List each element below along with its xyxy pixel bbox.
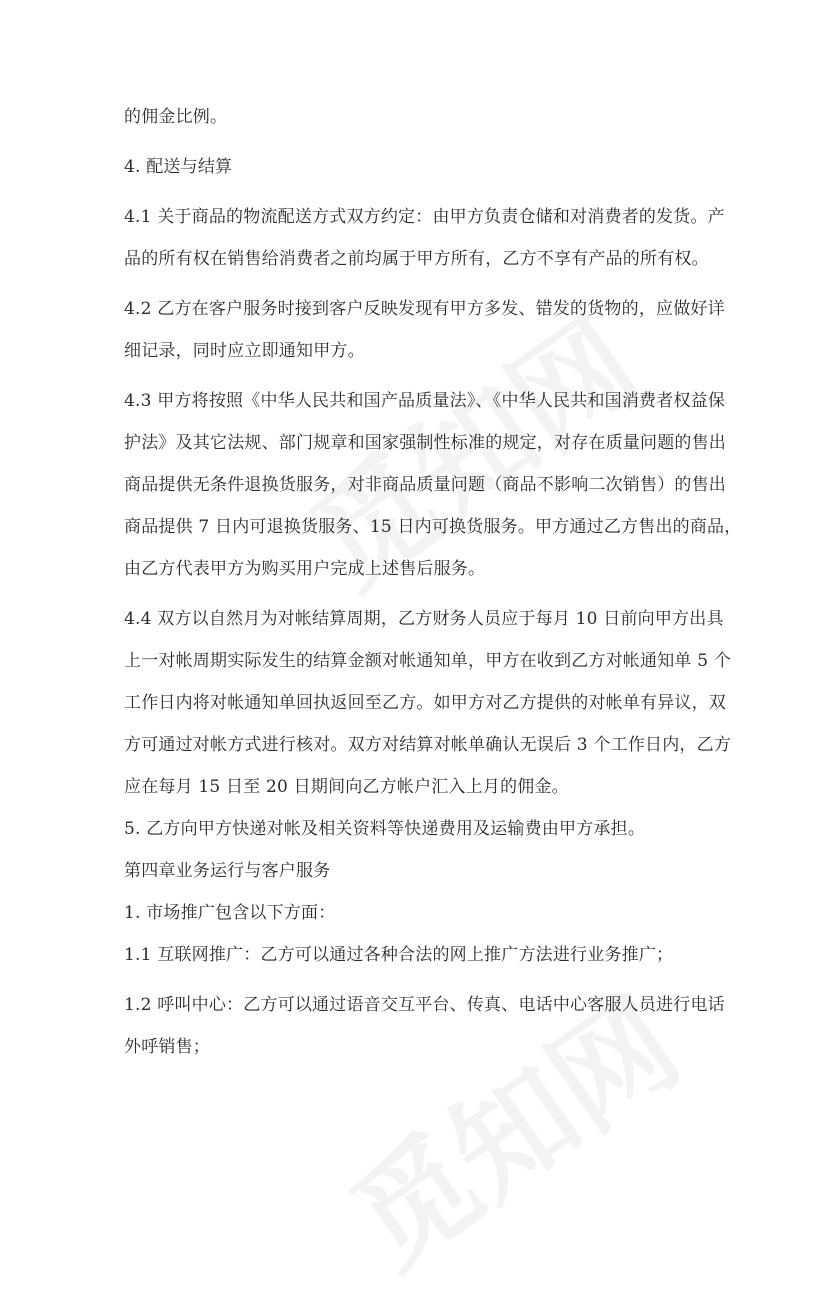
text-line: 外呼销售； [124,1037,210,1057]
section-heading: 4. 配送与结算 [124,157,233,177]
text-line: 品的所有权在销售给消费者之前均属于甲方所有，乙方不享有产品的所有权。 [124,249,709,269]
chapter-heading: 第四章业务运行与客户服务 [124,861,331,881]
text-line: 4.2 乙方在客户服务时接到客户反映发现有甲方多发、错发的货物的，应做好详 [124,299,725,319]
text-line: 护法》及其它法规、部门规章和国家强制性标准的规定，对存在质量问题的售出 [124,433,726,453]
text-line: 4.3 甲方将按照《中华人民共和国产品质量法》、《中华人民共和国消费者权益保 [124,391,726,411]
text-line: 1.2 呼叫中心：乙方可以通过语音交互平台、传真、电话中心客服人员进行电话 [124,995,725,1015]
text-line: 4.4 双方以自然月为对帐结算周期，乙方财务人员应于每月 10 日前向甲方出具 [124,609,724,629]
text-line: 方可通过对帐方式进行核对。双方对结算对帐单确认无误后 3 个工作日内，乙方 [124,735,732,755]
text-line: 应在每月 15 日至 20 日期间向乙方帐户汇入上月的佣金。 [124,777,569,797]
text-line: 商品提供无条件退换货服务，对非商品质量问题（商品不影响二次销售）的售出 [124,475,726,495]
text-line: 商品提供 7 日内可退换货服务、15 日内可换货服务。甲方通过乙方售出的商品， [124,517,742,537]
section-heading: 1. 市场推广包含以下方面： [124,903,336,923]
text-line: 的佣金比例。 [124,107,228,127]
text-line: 上一对帐周期实际发生的结算金额对帐通知单，甲方在收到乙方对帐通知单 5 个 [124,651,732,671]
section-heading: 5. 乙方向甲方快递对帐及相关资料等快递费用及运输费由甲方承担。 [124,819,646,839]
text-line: 4.1 关于商品的物流配送方式双方约定：由甲方负责仓储和对消费者的发货。产 [124,207,725,227]
text-line: 工作日内将对帐通知单回执返回至乙方。如甲方对乙方提供的对帐单有异议，双 [124,693,726,713]
text-line: 由乙方代表甲方为购买用户完成上述售后服务。 [124,559,486,579]
text-line: 细记录，同时应立即通知甲方。 [124,341,365,361]
text-line: 1.1 互联网推广：乙方可以通过各种合法的网上推广方法进行业务推广； [124,945,674,965]
